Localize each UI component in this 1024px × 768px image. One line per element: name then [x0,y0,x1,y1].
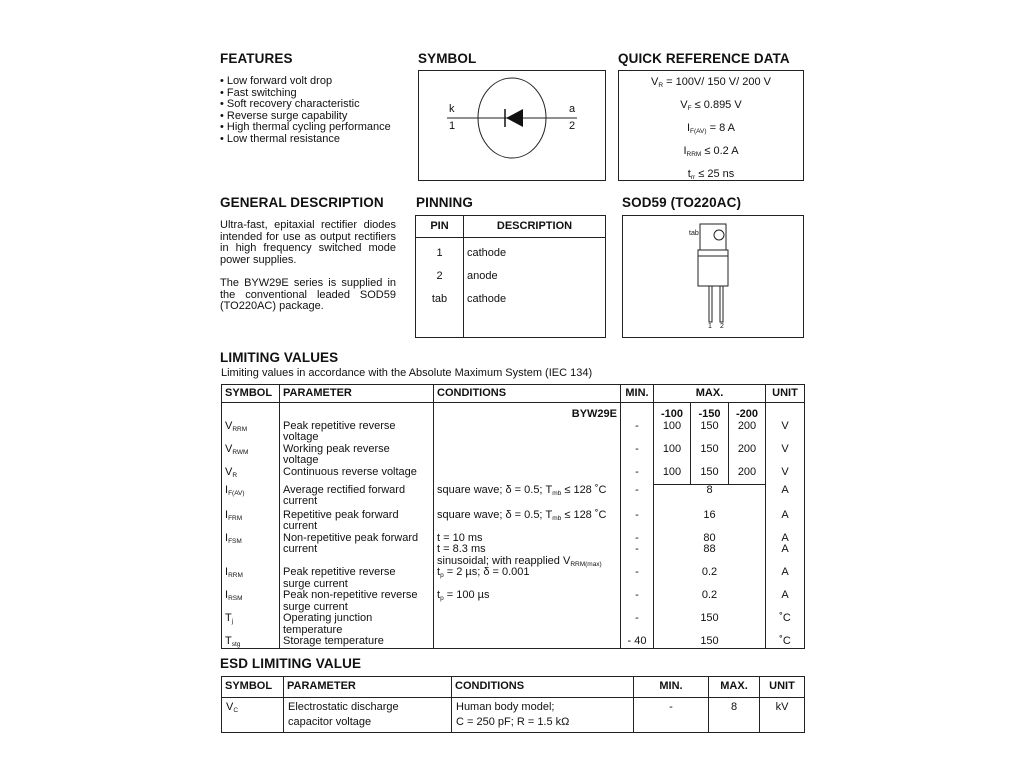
tab-label: tab [689,230,699,237]
min-value: - [635,442,639,455]
table-row [222,567,805,590]
general-description-text [220,220,396,313]
pin-number: 1 [436,247,443,259]
quick-reference-box [618,70,804,181]
unit: A [781,531,789,544]
quick-reference-value-text: ≤ 25 ns [695,168,735,180]
max-value: 8 [706,484,713,496]
symbol [225,590,276,602]
symbol [225,613,276,625]
symbol [225,467,276,479]
description-paragraph: Ultra-fast, epitaxial rectifier diodes intended for use as output rectifiers in high frequency switched mode power supplies. [220,219,396,266]
limiting-values-subtitle: Limiting values in accordance with the Absolute Maximum System (IEC 134) [221,367,593,379]
anode-pin-label: 2 [569,120,576,132]
min-value: - [635,531,639,544]
parameter: voltage [283,431,319,443]
quick-reference-value-text: = 100V/ 150 V/ 200 V [663,76,771,88]
table-row [222,444,805,467]
pin-description-column [467,242,506,311]
min-value-cell [621,567,654,590]
symbol-cell [222,510,280,533]
unit-cell [766,590,805,613]
symbol-cell [222,567,280,590]
max-value-cell [654,444,691,467]
unit-cell [766,636,805,648]
quick-reference-value-text: ≤ 0.2 A [701,145,739,157]
max-value: 150 [700,419,719,432]
unit-cell [766,533,805,568]
feature-item: • Reverse surge capability [220,109,348,122]
parameter: voltage [283,454,319,466]
min-value-cell [621,444,654,467]
parameter: Average rectified forward [283,483,406,496]
conditions-cell [434,421,621,444]
unit: A [781,508,789,521]
quick-reference-value-subscript: rr [690,174,696,181]
table-row [222,613,805,636]
min-value-cell [621,421,654,444]
max-value-cell [729,421,766,444]
unit-cell [760,698,805,733]
pin-number: tab [431,293,448,305]
col-unit: UNIT [760,677,805,698]
parameter: surge current [283,600,348,613]
quick-reference-value-text: = 8 A [706,122,735,134]
conditions: C = 250 pF; R = 1.5 kΩ [456,716,570,728]
parameter: Repetitive peak forward [283,508,399,521]
parameter-cell [280,590,434,613]
symbol-subscript: RSM [228,595,243,602]
col-max: MAX. [654,385,766,403]
feature-item: • High thermal cycling performance [220,121,391,133]
unit-cell [766,613,805,636]
pin-number: 2 [436,270,443,282]
parameter-cell [284,698,452,733]
quick-reference-value [619,140,803,163]
quick-reference-value-subscript: F [687,105,692,112]
parameter: Operating junction [283,612,373,624]
quick-reference-value [619,94,803,117]
symbol-cell [222,444,280,467]
quick-reference-value-text: I [683,145,687,157]
max-value-cell [654,613,766,636]
pin2-label: 2 [720,323,724,330]
max-value: 200 [737,465,757,478]
table-row [222,698,805,733]
table-row [222,485,805,510]
symbol-subscript: stg [231,641,241,648]
unit: kV [775,701,789,713]
conditions-cell [434,636,621,648]
pin-description: cathode [467,247,507,259]
min-value: - [635,465,639,478]
feature-item: • Low thermal resistance [220,132,341,145]
quick-reference-value-text: I [686,122,691,134]
symbol-text: I [225,566,229,578]
symbol-text: V [225,419,233,432]
variant-label: -150 [691,403,729,421]
symbol [226,700,279,715]
conditions [437,567,617,579]
symbol-cell [222,613,280,636]
col-parameter: PARAMETER [284,677,452,698]
col-parameter: PARAMETER [280,385,434,403]
col-conditions: CONDITIONS [434,385,621,403]
pin-column [416,242,463,311]
table-row [222,510,805,533]
unit: ˚C [779,635,791,647]
conditions [437,590,617,602]
parameter: surge current [283,577,348,590]
unit: A [781,589,789,601]
symbol [225,510,276,522]
symbol-cell [222,485,280,510]
max-value: 8 [730,701,738,713]
unit-cell [766,510,805,533]
symbol-subscript: j [231,618,234,625]
parameter-cell [280,533,434,568]
symbol-text: I [225,531,229,544]
limiting-values-table [221,384,805,649]
min-value-cell [634,698,709,733]
col-symbol: SYMBOL [222,385,280,403]
esd-heading: ESD LIMITING VALUE [220,656,362,671]
pin-description: anode [467,270,498,282]
limiting-values-heading: LIMITING VALUES [220,350,339,365]
symbol [225,533,276,545]
parameter-cell [280,567,434,590]
parameter-cell [280,510,434,533]
max-value-cell [691,421,729,444]
cathode-pin-label: 1 [449,120,456,132]
diode-symbol-box [418,70,606,181]
variant-label: -200 [729,403,766,421]
max-value-cell [654,533,766,568]
max-value: 16 [703,508,716,521]
col-conditions: CONDITIONS [452,677,634,698]
max-value-cell [654,636,766,648]
symbol-text: V [225,465,233,478]
conditions-text: = 2 µs; δ = 0.001 [443,566,530,578]
general-description-heading: GENERAL DESCRIPTION [220,195,384,210]
symbol-subscript: RRM [228,572,243,579]
symbol-cell [222,467,280,485]
max-value-cell [654,510,766,533]
pinning-heading: PINNING [416,195,473,210]
conditions-cell [434,533,621,568]
symbol [225,421,276,433]
feature-item: • Low forward volt drop [220,75,333,87]
symbol-subscript: F(AV) [228,489,245,497]
quick-reference-value-subscript: R [658,82,664,89]
quick-reference-value-subscript: RRM [686,151,702,158]
parameter-cell [280,613,434,636]
symbol-text: I [225,589,229,601]
symbol-cell [222,590,280,613]
symbol-subscript: RWM [232,448,249,456]
quick-reference-value-subscript: F(AV) [690,128,707,135]
quick-reference-value-text: V [651,76,659,88]
max-value: 150 [700,635,719,647]
max-value: 100 [662,465,682,478]
description-paragraph: The BYW29E series is supplied in the conventional leaded SOD59 (TO220AC) package. [220,277,396,312]
conditions-subscript: RRM(max) [570,560,602,568]
symbol-text: I [225,508,229,521]
parameter: Peak repetitive reverse [283,419,396,432]
parameter: temperature [283,623,343,636]
cathode-label: k [449,103,455,115]
parameter: Electrostatic discharge [288,701,399,713]
quick-reference-heading: QUICK REFERENCE DATA [618,51,790,66]
unit-cell [766,421,805,444]
min-value-cell [621,636,654,648]
max-value-cell [654,421,691,444]
symbol [225,567,276,579]
max-value: 100 [662,442,682,455]
symbol-subscript: C [233,707,239,714]
diode-symbol-icon [419,71,605,180]
quick-reference-value-text: V [680,99,688,111]
col-unit: UNIT [766,385,805,403]
parameter-cell [280,444,434,467]
max-value: 100 [662,419,682,432]
max-value: 200 [737,442,757,455]
max-value: 150 [700,442,719,455]
symbol [225,636,276,648]
parameter-cell [280,485,434,510]
symbol-subscript: R [232,471,238,479]
max-value: 150 [700,465,719,478]
max-value: 80 [703,531,716,544]
symbol-subscript: RRM [232,425,248,433]
symbol-heading: SYMBOL [418,51,477,66]
conditions-cell [434,590,621,613]
min-value: - [635,419,639,432]
min-value-cell [621,590,654,613]
min-value: - [635,508,639,521]
quick-reference-value-text: t [687,168,691,180]
max-value-cell [691,467,729,485]
parameter-cell [280,421,434,444]
conditions-cell [434,444,621,467]
package-outline-box [622,215,804,338]
conditions-subscript: mb [552,514,562,522]
symbol-cell [222,533,280,568]
min-value: - [669,701,673,713]
symbol-subscript: FSM [228,537,242,545]
conditions [437,510,617,522]
min-value-cell [621,467,654,485]
description-header: DESCRIPTION [496,220,573,232]
max-value-cell [654,590,766,613]
unit-cell [766,485,805,510]
quick-reference-value [619,163,803,186]
parameter: capacitor voltage [288,716,372,728]
parameter: Non-repetitive peak forward [283,531,419,544]
table-row [222,590,805,613]
to220-package-icon [623,216,803,337]
conditions-text: = 100 µs [443,589,490,601]
conditions-cell [434,467,621,485]
conditions-text: t [437,589,441,601]
conditions: t = 10 ms [437,531,483,544]
conditions-text: ≤ 128 ˚C [561,483,607,496]
pin-description: cathode [467,293,507,305]
variant-label: -100 [654,403,691,421]
parameter: Peak repetitive reverse [283,566,396,578]
table-row [222,533,805,568]
symbol [225,485,276,497]
quick-reference-value-text: ≤ 0.895 V [691,99,742,111]
conditions: t = 8.3 ms [437,543,486,555]
unit: V [781,465,789,478]
features-list [220,76,391,145]
feature-item: • Soft recovery characteristic [220,98,360,110]
conditions-cell [434,485,621,510]
symbol-subscript: FRM [228,514,243,522]
anode-label: a [569,103,576,115]
col-symbol: SYMBOL [222,677,284,698]
symbol-text: I [225,483,229,496]
parameter-cell [280,467,434,485]
symbol [225,444,276,456]
min-value-cell [621,533,654,568]
max-value: 0.2 [701,589,718,601]
max-value: 150 [700,612,719,624]
max-value-cell [654,485,766,510]
parameter: current [283,520,318,532]
max-value: 88 [703,543,716,555]
device-type: BYW29E [434,403,621,421]
conditions-cell [434,613,621,636]
parameter: Storage temperature [283,635,384,647]
max-value: 200 [737,419,757,432]
table-row [222,421,805,444]
unit: ˚C [779,612,791,624]
parameter: current [283,543,318,555]
min-value: - [635,566,639,578]
pinning-table [415,215,606,338]
parameter: Peak non-repetitive reverse [283,589,418,601]
package-heading: SOD59 (TO220AC) [622,195,742,210]
conditions-subscript: p [440,595,444,602]
table-row [222,467,805,485]
max-value: 0.2 [701,566,718,578]
col-min: MIN. [621,385,654,403]
min-value-cell [621,485,654,510]
max-value-cell [729,444,766,467]
min-value: - 40 [627,635,647,647]
conditions-subscript: mb [552,489,562,497]
max-value-cell [654,567,766,590]
parameter-cell [280,636,434,648]
unit-cell [766,444,805,467]
max-value-cell [654,467,691,485]
parameter: current [283,495,318,507]
symbol-cell [222,698,284,733]
unit: A [781,566,789,578]
conditions-text: square wave; δ = 0.5; T [437,483,553,496]
unit: V [781,419,789,432]
max-value-cell [709,698,760,733]
symbol-text: V [226,701,234,713]
min-value: - [635,589,639,601]
table-row [222,636,805,648]
symbol-text: T [225,612,232,624]
unit-cell [766,567,805,590]
conditions-cell [434,510,621,533]
conditions-text: sinusoidal; with reapplied V [437,554,571,567]
col-max: MAX. [709,677,760,698]
parameter: Working peak reverse [283,442,390,455]
features-heading: FEATURES [220,51,293,66]
unit-cell [766,467,805,485]
min-value: - [635,483,639,496]
unit: A [781,543,789,555]
min-value: - [635,543,639,555]
min-value-cell [621,510,654,533]
conditions-cell [434,567,621,590]
quick-reference-value [619,71,803,94]
pin-header: PIN [430,220,449,232]
conditions [437,485,617,497]
symbol-text: V [225,442,233,455]
conditions-text: square wave; δ = 0.5; T [437,508,553,521]
max-value-cell [691,444,729,467]
col-min: MIN. [634,677,709,698]
symbol-cell [222,636,280,648]
parameter: Continuous reverse voltage [283,465,417,478]
symbol-cell [222,421,280,444]
unit: V [781,442,789,455]
esd-table [221,676,805,733]
min-value-cell [621,613,654,636]
max-value-cell [729,467,766,485]
unit: A [781,483,789,496]
pin1-label: 1 [708,323,712,330]
conditions: Human body model; [456,701,555,713]
min-value: - [635,612,639,624]
conditions-text: t [437,566,441,578]
conditions-cell [452,698,634,733]
conditions-subscript: p [440,572,444,579]
quick-reference-value [619,117,803,140]
symbol-text: T [225,635,232,647]
conditions-text: ≤ 128 ˚C [561,508,607,521]
feature-item: • Fast switching [220,86,297,99]
